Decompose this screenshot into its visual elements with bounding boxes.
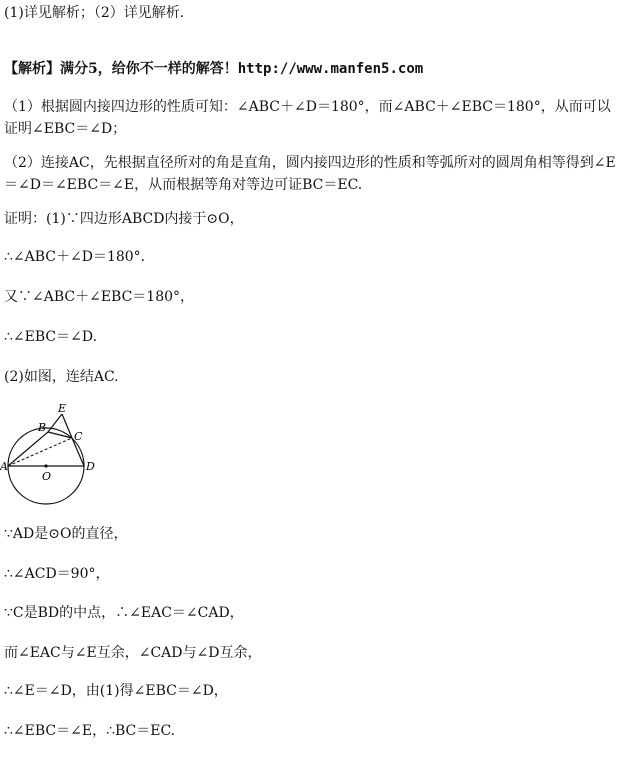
label-c: C [74,430,83,443]
chord-ac [8,438,72,466]
proof-line: ∴∠EBC＝∠D. [4,329,98,345]
label-o: O [42,470,52,483]
proof-line: 证明：(1)∵四边形ABCD内接于⊙O， [4,211,244,227]
label-d: D [86,460,95,473]
part1-analysis: （1）根据圆内接四边形的性质可知：∠ABC＋∠D＝180°，而∠ABC＋∠EBC＝180°，从而可以证明∠EBC＝∠D； [4,99,611,137]
answer-summary: (1)详见解析；（2）详见解析. [4,5,185,21]
site-url: http://www.manfen5.com [237,61,424,77]
geometry-figure [0,400,110,510]
site-slogan: 满分5，给你不一样的解答！ [60,61,238,77]
part2-analysis: （2）连接AC，先根据直径所对的角是直角，圆内接四边形的性质和等弧所对的圆周角相等得到∠E＝∠D＝∠EBC＝∠E，从而根据等角对等边可证BC＝EC. [4,155,616,193]
label-a: A [0,460,8,473]
analysis-header [4,58,624,80]
proof-line: ∴∠ABC＋∠D＝180°. [4,249,146,265]
proof-line: ∴∠E＝∠D，由(1)得∠EBC＝∠D， [4,683,228,699]
analysis-label: 【解析】 [4,61,60,77]
proof-line: (2)如图，连结AC. [4,369,119,385]
proof-line: ∵C是BD的中点，∴∠EAC＝∠CAD， [4,605,244,621]
proof-line: 而∠EAC与∠E互余，∠CAD与∠D互余， [4,645,262,661]
label-b: B [38,421,47,434]
center-point [44,464,47,467]
proof-line: ∴∠ACD＝90°， [4,566,110,582]
label-e: E [58,402,67,415]
proof-line: ∵AD是⊙O的直径， [4,526,128,542]
proof-line: 又∵∠ABC＋∠EBC＝180°， [4,289,195,305]
line-a-b-e [8,414,62,466]
proof-line: ∴∠EBC＝∠E，∴BC＝EC. [4,723,176,739]
